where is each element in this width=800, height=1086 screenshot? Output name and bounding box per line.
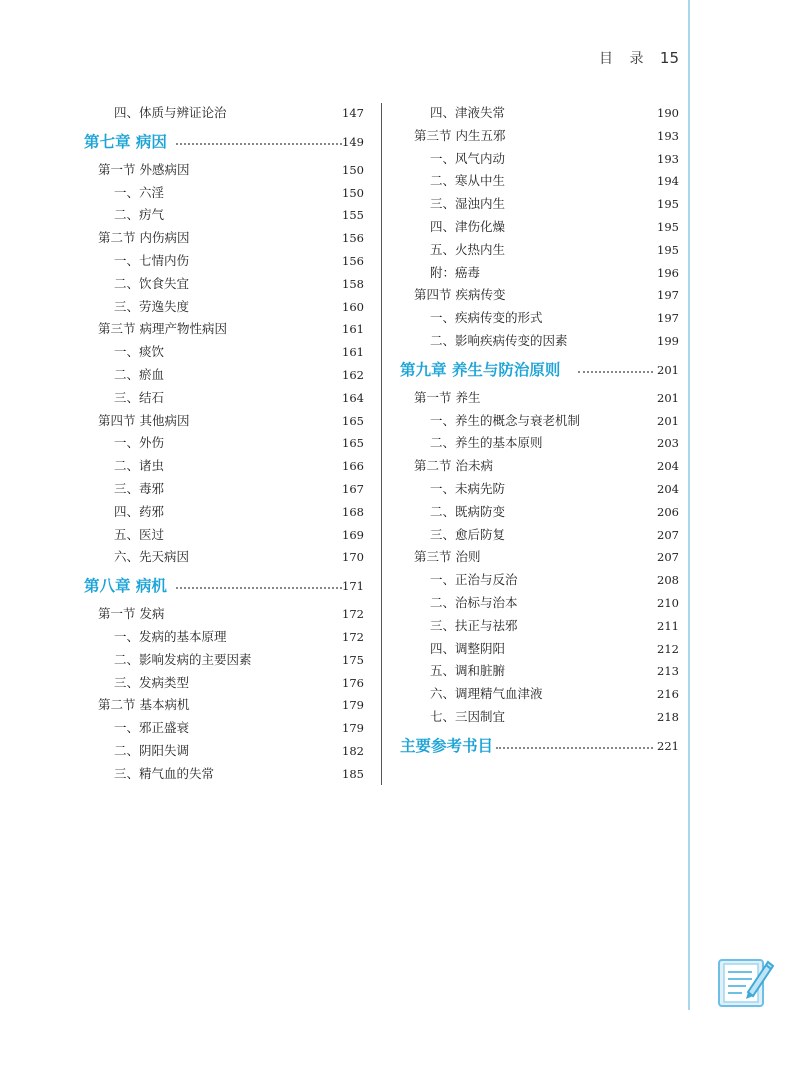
toc-page: 210: [657, 595, 679, 610]
toc-title: 一、六淫: [114, 184, 165, 200]
toc-item[interactable]: [84, 204, 364, 227]
toc-title: 一、痰饮: [114, 344, 165, 360]
toc-title: 一、外伤: [114, 435, 165, 451]
toc-item[interactable]: [84, 273, 364, 296]
toc-page: 207: [657, 550, 679, 565]
toc-section[interactable]: [84, 410, 364, 433]
toc-page: 195: [657, 219, 679, 234]
toc-page: 172: [342, 607, 364, 622]
header-page-number: 15: [659, 49, 679, 67]
toc-page: 150: [342, 162, 364, 177]
toc-page: 171: [342, 579, 364, 594]
toc-title: 第一节 养生: [414, 389, 481, 405]
toc-item[interactable]: [84, 546, 364, 569]
page-header: [599, 48, 679, 68]
toc-page: 161: [342, 322, 364, 337]
toc-left-column: [84, 102, 364, 786]
toc-title: 五、火热内生: [430, 241, 506, 257]
toc-page: 201: [657, 390, 679, 405]
toc-title: 第三节 治则: [414, 549, 481, 565]
toc-chapter[interactable]: [84, 127, 364, 157]
toc-item[interactable]: [400, 501, 679, 524]
toc-page: 212: [657, 641, 679, 656]
toc-item[interactable]: [84, 672, 364, 695]
toc-item[interactable]: [400, 524, 679, 547]
toc-page: 179: [342, 721, 364, 736]
toc-title: 一、邪正盛衰: [114, 720, 190, 736]
toc-page: 179: [342, 698, 364, 713]
toc-title: 第一节 发病: [98, 606, 165, 622]
toc-page: 150: [342, 185, 364, 200]
toc-page: 167: [342, 481, 364, 496]
toc-page: 221: [657, 738, 679, 753]
toc-item[interactable]: [84, 182, 364, 205]
toc-item[interactable]: [400, 683, 679, 706]
toc-page: 213: [657, 664, 679, 679]
toc-section[interactable]: [400, 387, 679, 410]
toc-section[interactable]: [400, 546, 679, 569]
toc-title: 三、毒邪: [114, 480, 165, 496]
toc-title: 三、精气血的失常: [114, 765, 215, 781]
dot-leader: [496, 747, 653, 749]
toc-title: 第三节 病理产物性病因: [98, 321, 227, 337]
toc-title: 二、治标与治本: [430, 594, 518, 610]
toc-page: 161: [342, 345, 364, 360]
toc-section[interactable]: [400, 284, 679, 307]
toc-item[interactable]: [400, 193, 679, 216]
toc-item[interactable]: [84, 478, 364, 501]
toc-page: 185: [342, 766, 364, 781]
toc-item[interactable]: [84, 649, 364, 672]
toc-title: 第二节 治未病: [414, 458, 493, 474]
toc-section[interactable]: [84, 159, 364, 182]
toc-page: 162: [342, 367, 364, 382]
toc-item[interactable]: [84, 102, 364, 125]
toc-chapter[interactable]: [400, 731, 679, 761]
toc-page: 204: [657, 481, 679, 496]
toc-page: 176: [342, 675, 364, 690]
toc-title: 四、调整阴阳: [430, 640, 506, 656]
dot-leader: [176, 143, 342, 145]
toc-item[interactable]: [400, 102, 679, 125]
toc-title: 四、津伤化燥: [430, 218, 506, 234]
toc-chapter[interactable]: [84, 571, 364, 601]
toc-title: 二、寒从中生: [430, 173, 506, 189]
toc-page: 169: [342, 527, 364, 542]
toc-section[interactable]: [84, 318, 364, 341]
toc-page: 168: [342, 504, 364, 519]
toc-item[interactable]: [400, 262, 679, 285]
toc-title: 第九章 养生与防治原则: [400, 360, 561, 379]
toc-page: 160: [342, 299, 364, 314]
toc-title: 二、既病防变: [430, 503, 506, 519]
toc-page: 170: [342, 550, 364, 565]
toc-item[interactable]: [400, 216, 679, 239]
toc-item[interactable]: [400, 615, 679, 638]
toc-section[interactable]: [84, 603, 364, 626]
toc-title: 第四节 其他病因: [98, 412, 190, 428]
toc-title: 第四节 疾病传变: [414, 287, 506, 303]
toc-title: 第一节 外感病因: [98, 161, 190, 177]
toc-right-column: [400, 102, 679, 763]
toc-page: 206: [657, 504, 679, 519]
toc-title: 一、七情内伤: [114, 252, 190, 268]
toc-item[interactable]: [400, 170, 679, 193]
toc-page: 193: [657, 151, 679, 166]
toc-page: 197: [657, 311, 679, 326]
toc-item[interactable]: [84, 296, 364, 319]
toc-title: 附：癌毒: [430, 264, 481, 280]
toc-page: 201: [657, 413, 679, 428]
toc-item[interactable]: [400, 148, 679, 171]
toc-item[interactable]: [84, 250, 364, 273]
toc-title: 二、诸虫: [114, 458, 165, 474]
toc-title: 一、正治与反治: [430, 572, 518, 588]
header-label: 目 录: [599, 51, 650, 67]
dot-leader: [578, 371, 653, 373]
dot-leader: [176, 587, 342, 589]
toc-section[interactable]: [400, 125, 679, 148]
notepad-pencil-icon: [716, 952, 776, 1016]
toc-page: 190: [657, 106, 679, 120]
toc-page: 203: [657, 436, 679, 451]
toc-item[interactable]: [84, 717, 364, 740]
toc-title: 七、三因制宜: [430, 708, 506, 724]
toc-title: 二、影响疾病传变的因素: [430, 332, 568, 348]
toc-item[interactable]: [84, 740, 364, 763]
toc-item[interactable]: [84, 455, 364, 478]
toc-page: 207: [657, 527, 679, 542]
toc-title: 六、调理精气血津液: [430, 686, 543, 702]
toc-page: 156: [342, 253, 364, 268]
toc-page: 165: [342, 436, 364, 451]
toc-item[interactable]: [84, 387, 364, 410]
toc-item[interactable]: [84, 432, 364, 455]
toc-item[interactable]: [84, 524, 364, 547]
toc-title: 三、劳逸失度: [114, 298, 190, 314]
toc-title: 一、发病的基本原理: [114, 628, 227, 644]
toc-title: 第三节 内生五邪: [414, 127, 506, 143]
toc-item[interactable]: [400, 478, 679, 501]
toc-title: 三、湿浊内生: [430, 196, 506, 212]
toc-item[interactable]: [84, 626, 364, 649]
toc-title: 三、发病类型: [114, 674, 190, 690]
toc-title: 二、饮食失宜: [114, 275, 190, 291]
toc-page: 216: [657, 687, 679, 702]
toc-item[interactable]: [400, 410, 679, 433]
column-divider: [381, 103, 382, 785]
toc-title: 四、药邪: [114, 503, 165, 519]
toc-page: 204: [657, 459, 679, 474]
toc-page: 155: [342, 208, 364, 223]
toc-section[interactable]: [84, 227, 364, 250]
toc-title: 第八章 病机: [84, 577, 167, 596]
toc-title: 五、医过: [114, 526, 165, 542]
toc-title: 一、未病先防: [430, 480, 506, 496]
toc-item[interactable]: [400, 592, 679, 615]
toc-page: 182: [342, 743, 364, 758]
toc-page: 196: [657, 265, 679, 280]
toc-title: 二、阴阳失调: [114, 742, 190, 758]
toc-title: 第二节 内伤病因: [98, 230, 190, 246]
toc-section[interactable]: [84, 694, 364, 717]
toc-title: 二、影响发病的主要因素: [114, 651, 252, 667]
toc-title: 六、先天病因: [114, 549, 190, 565]
page-edge-line: [688, 0, 690, 1010]
toc-title: 三、扶正与祛邪: [430, 617, 518, 633]
toc-page: 218: [657, 709, 679, 724]
toc-section[interactable]: [400, 455, 679, 478]
toc-title: 一、养生的概念与衰老机制: [430, 412, 581, 428]
toc-page: 208: [657, 573, 679, 588]
toc-title: 第二节 基本病机: [98, 697, 190, 713]
toc-title: 主要参考书目: [400, 736, 494, 755]
toc-item[interactable]: [400, 307, 679, 330]
toc-page: 165: [342, 413, 364, 428]
toc-item[interactable]: [400, 432, 679, 455]
toc-chapter[interactable]: [400, 355, 679, 385]
toc-page: 164: [342, 390, 364, 405]
toc-title: 三、愈后防复: [430, 526, 506, 542]
toc-title: 四、体质与辨证论治: [114, 105, 227, 120]
toc-page: 197: [657, 288, 679, 303]
toc-title: 一、风气内动: [430, 150, 506, 166]
toc-title: 二、养生的基本原则: [430, 435, 543, 451]
toc-item[interactable]: [84, 364, 364, 387]
toc-page: 201: [657, 362, 679, 377]
toc-title: 三、结石: [114, 389, 165, 405]
toc-item[interactable]: [400, 706, 679, 729]
toc-page: 195: [657, 197, 679, 212]
toc-page: 175: [342, 652, 364, 667]
toc-item[interactable]: [400, 660, 679, 683]
toc-title: 四、津液失常: [430, 105, 506, 120]
toc-item[interactable]: [400, 330, 679, 353]
toc-item[interactable]: [400, 239, 679, 262]
toc-title: 二、疠气: [114, 207, 165, 223]
toc-page: 194: [657, 174, 679, 189]
toc-page: 147: [342, 106, 364, 120]
toc-page: 199: [657, 333, 679, 348]
toc-item[interactable]: [84, 501, 364, 524]
toc-page: 195: [657, 242, 679, 257]
toc-title: 一、疾病传变的形式: [430, 310, 543, 326]
toc-page: 166: [342, 459, 364, 474]
toc-page: 172: [342, 629, 364, 644]
toc-page: 158: [342, 276, 364, 291]
toc-title: 二、瘀血: [114, 366, 165, 382]
toc-page: 149: [342, 134, 364, 149]
toc-item[interactable]: [84, 763, 364, 786]
toc-page: 211: [657, 618, 679, 633]
toc-title: 第七章 病因: [84, 132, 167, 151]
toc-title: 五、调和脏腑: [430, 663, 506, 679]
toc-item[interactable]: [84, 341, 364, 364]
toc-page: 156: [342, 231, 364, 246]
toc-item[interactable]: [400, 569, 679, 592]
toc-page: 193: [657, 128, 679, 143]
toc-item[interactable]: [400, 638, 679, 661]
